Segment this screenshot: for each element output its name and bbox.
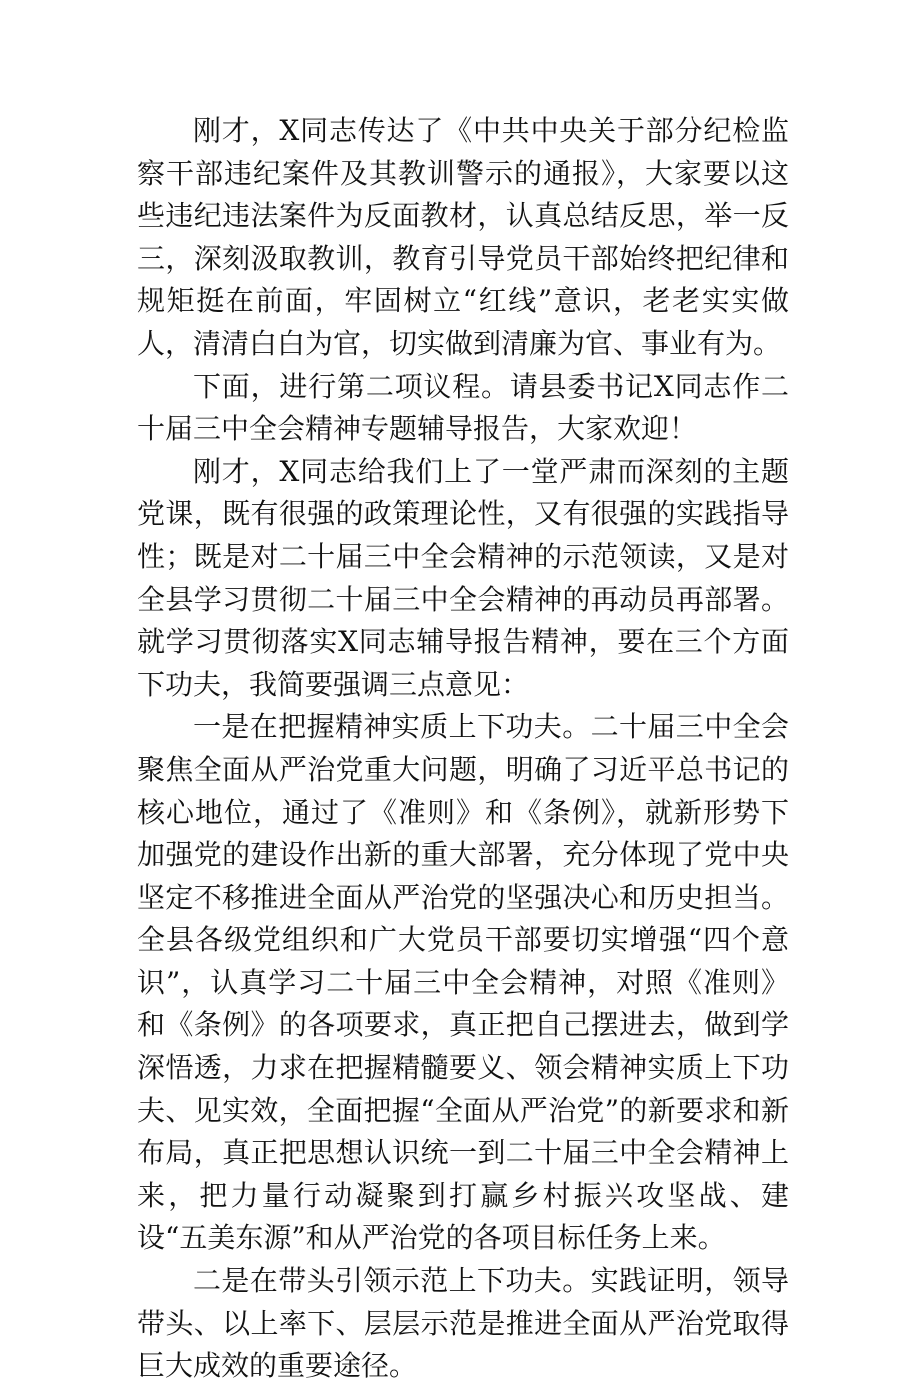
paragraph-second-agenda: 下面，进行第二项议程。请县委书记X同志作二十届三中全会精神专题辅导报告，大家欢迎！ [137, 369, 789, 446]
document-body [137, 110, 789, 1388]
paragraph-party-lecture: 刚才，X同志给我们上了一堂严肃而深刻的主题党课，既有很强的政策理论性，又有很强的实践指导性；既是对二十届三中全会精神的示范领读，又是对全县学习贯彻二十届三中全会精神的再动员再部署。就学习贯彻落实X同志辅导报告精神，要在三个方面下功夫，我简要强调三点意见： [137, 454, 789, 701]
paragraph-point-one: 一是在把握精神实质上下功夫。二十届三中全会聚焦全面从严治党重大问题，明确了习近平总书记的核心地位，通过了《准则》和《条例》，就新形势下加强党的建设作出新的重大部署，充分体现了党中央坚定不移推进全面从严治党的坚强决心和历史担当。全县各级党组织和广大党员干部要切实增强“四个意识”，认真学习二十届三中全会精神，对照《准则》和《条例》的各项要求，真正把自己摆进去，做到学深悟透，力求在把握精髓要义、领会精神实质上下功夫、见实效，全面把握“全面从严治党”的新要求和新布局，真正把思想认识统一到二十届三中全会精神上来，把力量行动凝聚到打赢乡村振兴攻坚战、建设“五美东源”和从严治党的各项目标任务上来。 [137, 710, 789, 1255]
paragraph-point-two: 二是在带头引领示范上下功夫。实践证明，领导带头、以上率下、层层示范是推进全面从严治党取得巨大成效的重要途径。 [137, 1264, 789, 1383]
paragraph-convey-notice: 刚才，X同志传达了《中共中央关于部分纪检监察干部违纪案件及其教训警示的通报》，大家要以这些违纪违法案件为反面教材，认真总结反思，举一反三，深刻汲取教训，教育引导党员干部始终把纪律和规矩挺在前面，牢固树立“红线”意识，老老实实做人，清清白白为官，切实做到清廉为官、事业有为。 [137, 114, 789, 360]
